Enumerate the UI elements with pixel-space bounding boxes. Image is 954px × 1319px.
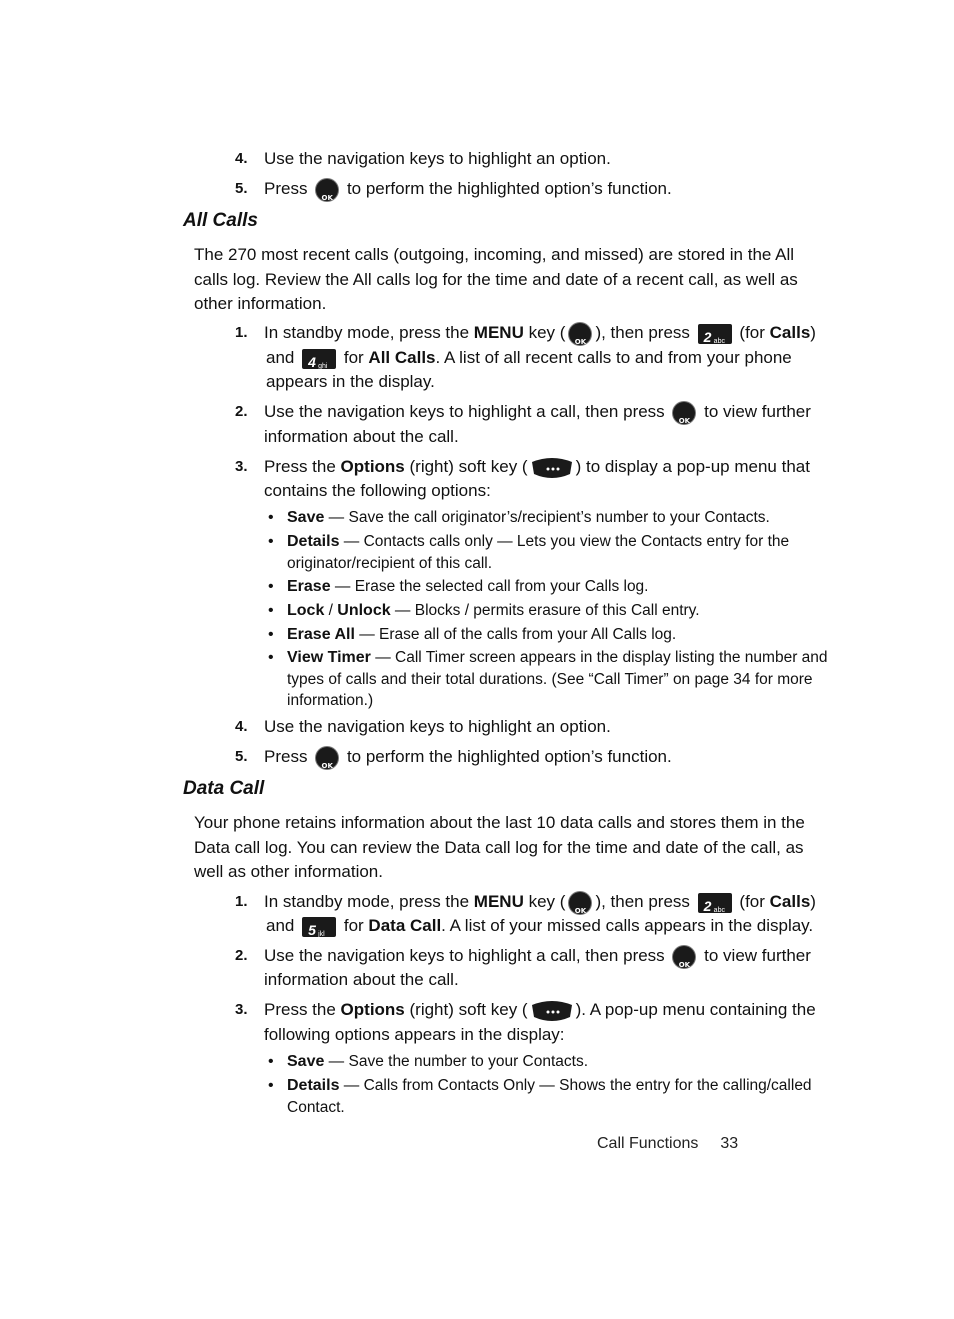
step-text: Press the Options (right) soft key ( ). A pop-up menu containing the (264, 998, 816, 1023)
step-text: Press OK to perform the highlighted option’s function. (264, 177, 672, 201)
right-soft-key-icon (530, 456, 574, 480)
ok-key-icon (316, 747, 338, 769)
step-text: Press OK to perform the highlighted option’s function. (264, 745, 672, 769)
bullet-erase-all: Erase All — Erase all of the calls from your All Calls log. (287, 626, 677, 643)
step-text: contains the following options: (264, 481, 491, 500)
bullet: • (268, 649, 274, 666)
step-number: 3. (235, 1001, 248, 1018)
page-footer (597, 1135, 738, 1153)
data-call-intro: Your phone retains information about the last 10 data calls and stores them in the Data call log. You can review the Data call log for the time and date of the call, as well as other information. (194, 813, 805, 881)
step-number: 1. (235, 893, 248, 910)
bullet-save: Save — Save the number to your Contacts. (287, 1053, 589, 1070)
key-5-icon: 5 jkl (302, 917, 336, 937)
step-text: Use the navigation keys to highlight an option. (264, 149, 611, 168)
ok-key-icon (569, 892, 591, 914)
section-heading-data-call: Data Call (183, 778, 265, 799)
bullet: • (268, 626, 274, 643)
step-text: Press the Options (right) soft key ( ) to display a pop-up menu that (264, 455, 810, 480)
bullet-details: Details — Calls from Contacts Only — Shows the entry for the calling/called Contact. (287, 1077, 812, 1116)
bullet: • (268, 602, 274, 619)
bullet-details: Details — Contacts calls only — Lets you view the Contacts entry for the originator/recipient of this call. (287, 533, 790, 572)
step-number: 5. (235, 180, 248, 197)
step-number: 4. (235, 150, 248, 167)
ok-key-icon (569, 323, 591, 345)
step-number: 5. (235, 748, 248, 765)
step-number: 2. (235, 403, 248, 420)
step-text: and 4 ghi for All Calls. A list of all recent calls to and from your phone (266, 348, 792, 370)
bullet: • (268, 509, 274, 526)
section-heading-all-calls: All Calls (183, 210, 258, 231)
step-text: Use the navigation keys to highlight a call, then press OK to view further (264, 944, 811, 968)
step-text: In standby mode, press the MENU key (OK ), then press 2 abc (for Calls) (264, 890, 816, 914)
ok-key-icon (316, 179, 338, 201)
step-number: 4. (235, 718, 248, 735)
step-text: and 5 jkl for Data Call. A list of your missed calls appears in the display. (266, 916, 814, 938)
step-text: Use the navigation keys to highlight a call, then press OK to view further (264, 400, 811, 424)
right-soft-key-icon (530, 999, 574, 1023)
footer-section-title: Call Functions (597, 1135, 699, 1152)
bullet-view-timer: View Timer — Call Timer screen appears in the display listing the number and types of calls and their total durations. (See “Call Timer” on page 34 for more information.) (287, 649, 828, 709)
step-text: Use the navigation keys to highlight an option. (264, 717, 611, 736)
key-2-icon: 2 abc (698, 324, 732, 344)
key-2-icon: 2 abc (698, 893, 732, 913)
step-text: In standby mode, press the MENU key (OK ), then press 2 abc (for Calls) (264, 321, 816, 345)
page-number: 33 (720, 1135, 739, 1152)
bullet-erase: Erase — Erase the selected call from your Calls log. (287, 578, 649, 595)
bullet-save: Save — Save the call originator’s/recipient’s number to your Contacts. (287, 509, 770, 526)
key-4-icon: 4 ghi (302, 349, 336, 369)
step-text: information about the call. (264, 427, 459, 446)
ok-key-icon (673, 402, 695, 424)
step-number: 3. (235, 458, 248, 475)
bullet: • (268, 578, 274, 595)
ok-key-icon (673, 946, 695, 968)
all-calls-intro: The 270 most recent calls (outgoing, incoming, and missed) are stored in the All calls log. Review the All calls log for the time and date of a recent call, as well as other information. (194, 245, 798, 313)
step-text: information about the call. (264, 970, 459, 989)
step-number: 2. (235, 947, 248, 964)
bullet: • (268, 1077, 274, 1094)
bullet: • (268, 1053, 274, 1070)
bullet-lock-unlock: Lock / Unlock — Blocks / permits erasure of this Call entry. (287, 602, 700, 619)
bullet: • (268, 533, 274, 550)
step-text: following options appears in the display: (264, 1025, 565, 1044)
step-number: 1. (235, 324, 248, 341)
step-text: appears in the display. (266, 372, 435, 391)
